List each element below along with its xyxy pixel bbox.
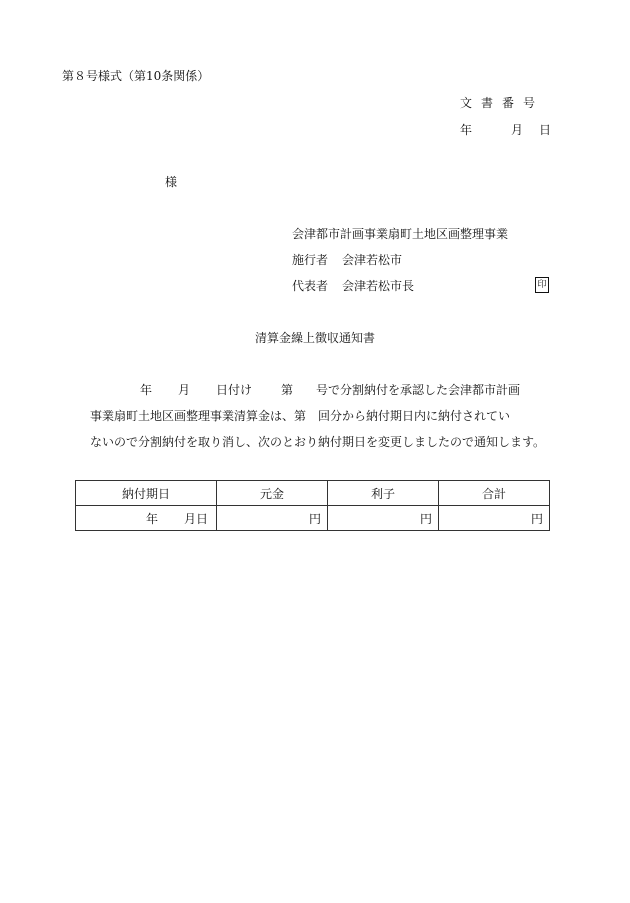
table-header-row: [76, 481, 550, 506]
implementer-line: [292, 252, 402, 268]
implementer-label: 施行者: [292, 253, 329, 267]
body-line-3: ないので分割納付を取り消し、次のとおり納付期日を変更しましたので通知します。: [90, 435, 546, 449]
body-year: 年: [140, 383, 153, 397]
seal-mark: 印: [535, 277, 549, 293]
header-interest: 利子: [328, 481, 439, 506]
header-due-date: 納付期日: [76, 481, 217, 506]
date-line: [460, 122, 551, 138]
body-line-1-rest: 号で分割納付を承認した会津都市計画: [316, 383, 521, 397]
date-year: 年: [460, 123, 473, 137]
body-number-prefix: 第: [281, 383, 294, 397]
body-line-1: [140, 382, 520, 398]
form-number: 第８号様式（第10条関係）: [62, 69, 210, 83]
body-dated: 日付け: [216, 383, 253, 397]
recipient-suffix: 様: [165, 175, 178, 189]
representative-label: 代表者: [292, 279, 329, 293]
issuer-project-name: 会津都市計画事業扇町土地区画整理事業: [292, 227, 509, 241]
body-month: 月: [178, 383, 191, 397]
date-day: 日: [539, 123, 552, 137]
due-day: 日: [195, 511, 208, 526]
header-total: 合計: [439, 481, 550, 506]
implementer-name: 会津若松市: [342, 253, 403, 267]
header-principal: 元金: [217, 481, 328, 506]
interest-cell: 円: [328, 506, 439, 531]
representative-line: [292, 278, 414, 294]
representative-name: 会津若松市長: [342, 279, 415, 293]
due-date-cell: [76, 506, 217, 531]
principal-cell: 円: [217, 506, 328, 531]
page-title: 清算金繰上徴収通知書: [254, 331, 375, 345]
total-cell: 円: [439, 506, 550, 531]
body-line-2: 事業扇町土地区画整理事業清算金は、第 回分から納付期日内に納付されてい: [90, 409, 511, 423]
table-row: [76, 506, 550, 531]
payment-table: [75, 480, 550, 531]
document-number-label: 文書番号: [460, 96, 545, 110]
due-year: 年: [145, 511, 158, 526]
due-month: 月: [183, 511, 196, 526]
date-month: 月: [511, 123, 524, 137]
